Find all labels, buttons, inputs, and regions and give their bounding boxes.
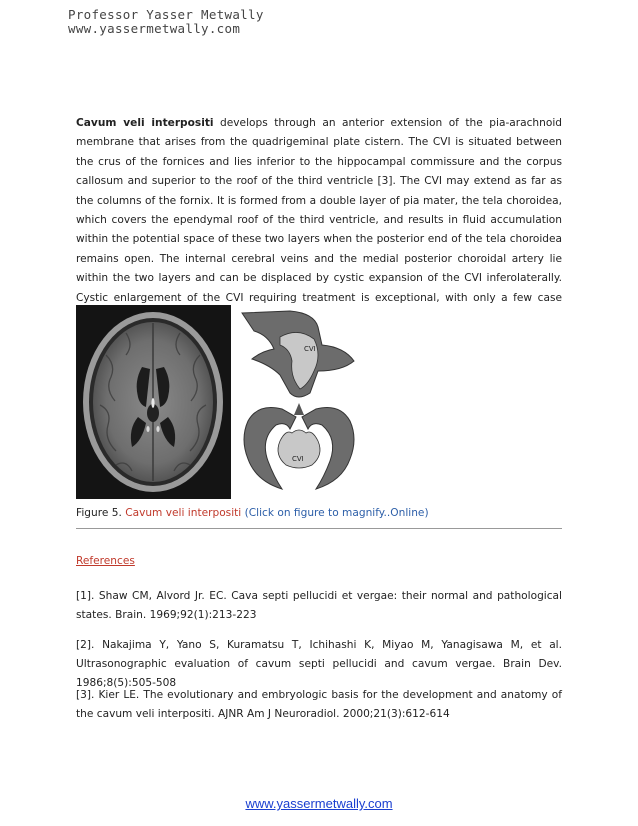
references-heading[interactable]: References (76, 555, 135, 567)
cvi-diagram[interactable] (234, 305, 364, 499)
caption-prefix: Figure 5. (76, 507, 126, 519)
diagram-label-bottom: CVI (292, 455, 304, 463)
caption-link[interactable]: (Click on figure to magnify..Online) (241, 507, 429, 519)
reference-item-1: [1]. Shaw CM, Alvord Jr. EC. Cava septi pellucidi et vergae: their normal and pathological states. Brain. 1969;92(1):213-223 (76, 590, 562, 621)
figure-5[interactable] (76, 305, 376, 499)
diagram-label-top: CVI (304, 345, 316, 353)
body-paragraph (76, 114, 562, 327)
reference-item-3: [3]. Kier LE. The evolutionary and embryologic basis for the development and anatomy of the cavum veli interpositi. AJNR Am J Neuroradiol. 2000;21(3):612-614 (76, 689, 562, 720)
page-header (68, 8, 264, 36)
header-website: www.yassermetwally.com (68, 21, 241, 36)
footer-website-link[interactable]: www.yassermetwally.com (245, 796, 393, 811)
paragraph-term: Cavum veli interpositi (76, 117, 214, 129)
reference-item-2: [2]. Nakajima Y, Yano S, Kuramatsu T, Ichihashi K, Miyao M, Yanagisawa M, et al. Ultrasonographic evaluation of cavum septi pellucidi and cavum vergae. Brain Dev. 1986;8(5):505-508 (76, 639, 562, 689)
caption-title: Cavum veli interpositi (125, 507, 242, 519)
section-divider (76, 528, 562, 529)
header-author: Professor Yasser Metwally (68, 7, 264, 22)
paragraph-text: develops through an anterior extension of the pia-arachnoid membrane that arises from the quadrigeminal plate cistern. The CVI is situated between the crus of the fornices and lies inferior to the hippocampal commissure and the corpus callosum and superior to the roof of the third ventricle [3]. The CVI may extend as far as the columns of the fornix. It is formed from a double layer of pia mater, the tela choroidea, which covers the ependymal roof of the third ventricle, and results in fluid accumulation within the potential space of these two layers when the posterior end of the tela choroidea remains open. The internal cerebral veins and the medial posterior choroidal artery lie within the two layers and can be displaced by cystic expansion of the CVI inferolaterally. Cystic enlargement of the CVI requiring treatment is exceptional, with only a few case (76, 117, 563, 304)
figure-caption (76, 507, 429, 519)
mri-axial-image[interactable] (76, 305, 231, 499)
